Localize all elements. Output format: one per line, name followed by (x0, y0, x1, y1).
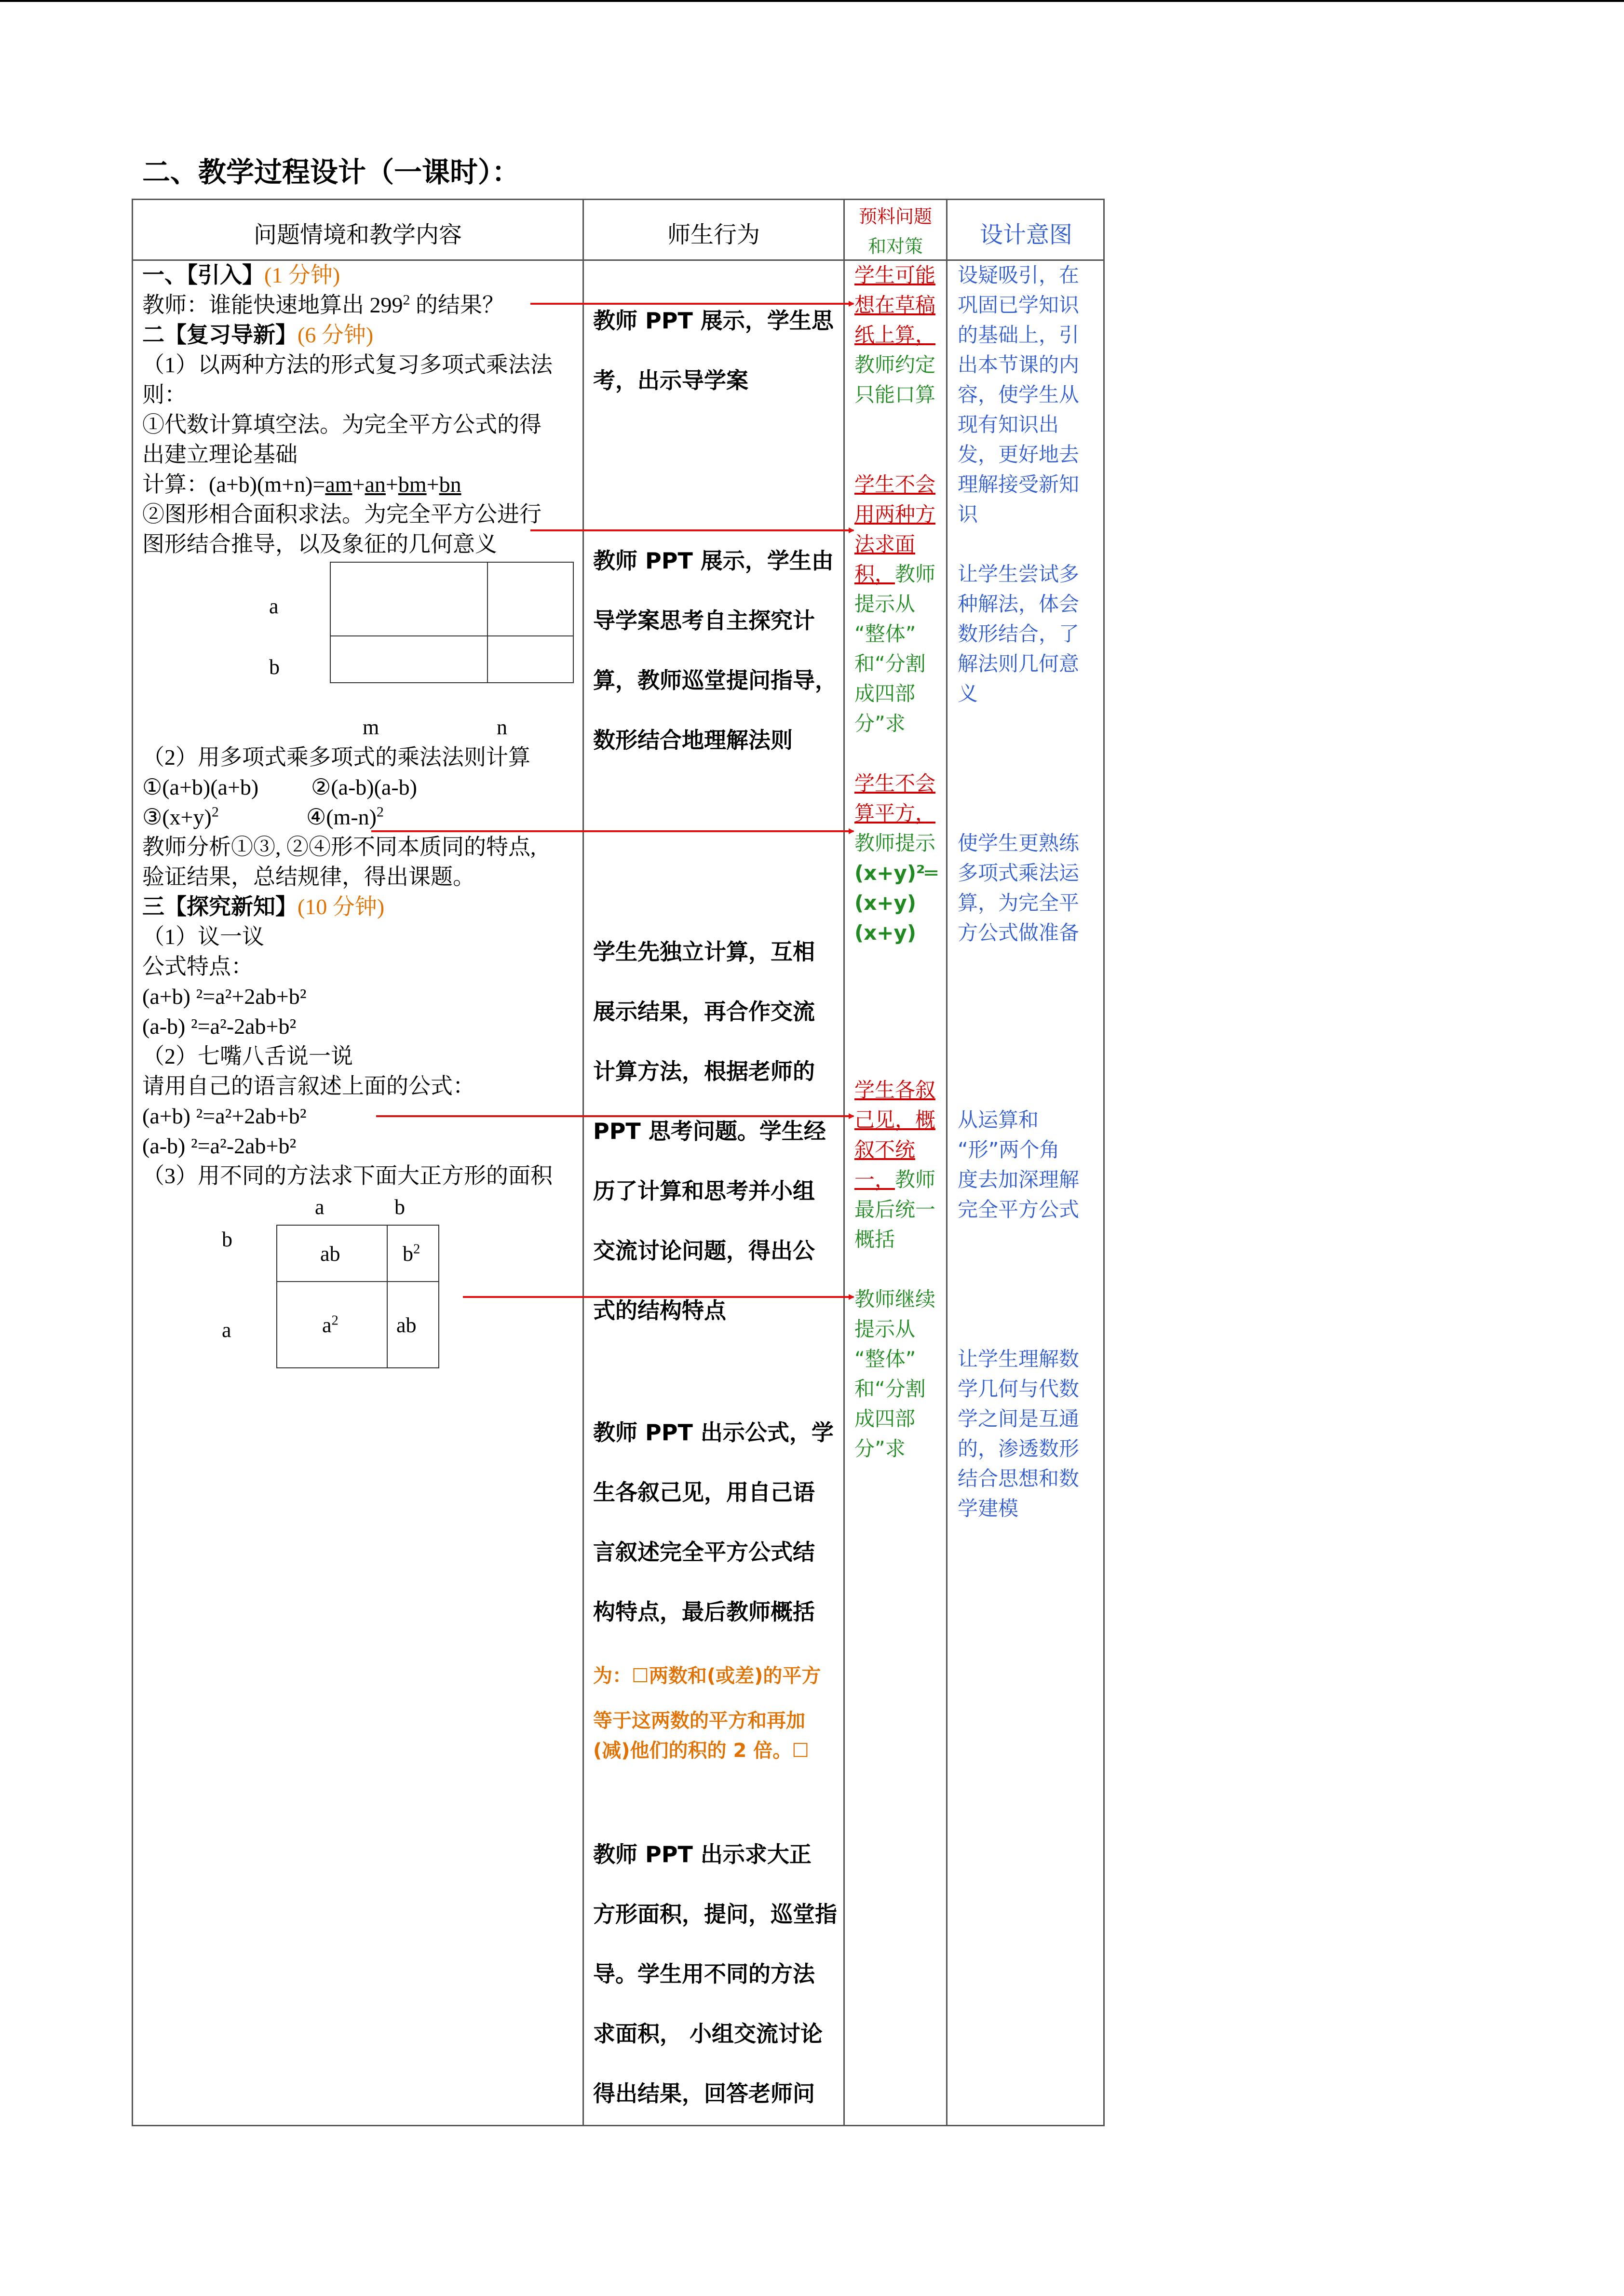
intent-line: 数形结合，了 (958, 622, 1080, 646)
calc-term: am (325, 472, 352, 497)
intent-line: 发，更好地去 (958, 443, 1080, 466)
content-line: （3）用不同的方法求下面大正方形的面积 (142, 1163, 553, 1188)
section-1-time: (1 分钟) (264, 263, 340, 287)
intent-line: 多项式乘法运 (958, 861, 1080, 885)
content-line: 图形结合推导，以及象征的几何意义 (142, 532, 497, 556)
anticipate-line: 叙不统 (854, 1138, 916, 1162)
anticipate-red-part: 一， (854, 1168, 895, 1191)
intent-line: 义 (958, 682, 978, 705)
content-line: 验证结果，总结规律，得出课题。 (142, 864, 475, 889)
figure-1-label-m: m (363, 716, 379, 739)
summary-quote-line: (减)他们的积的 2 倍。☐ (593, 1740, 810, 1762)
intent-line: 巩固已学知识 (958, 293, 1080, 317)
anticipate-line: 学生不会 (854, 473, 936, 496)
formula-line: (a+b) ²=a²+2ab+b² (142, 984, 307, 1009)
behavior-line: 生各叙己见，用自己语 (593, 1479, 815, 1505)
formula-line: (a+b) ²=a²+2ab+b² (142, 1104, 307, 1128)
anticipate-green-part: 教师 (895, 1168, 936, 1191)
anticipate-line: 教师继续 (854, 1287, 936, 1311)
anticipate-line: 分”求 (854, 1437, 906, 1460)
section-2-time: (6 分钟) (298, 323, 374, 347)
content-line: （1）议一议 (142, 924, 264, 949)
exercise-3: ③(x+y) (142, 805, 212, 829)
content-line: 公式特点： (142, 954, 253, 979)
figure-2-top-b: b (394, 1195, 405, 1219)
section-3-time: (10 分钟) (298, 894, 385, 919)
section-2-title: 二【复习导新】 (142, 323, 298, 347)
figure-2-cell-bl: $a^2$ (322, 1313, 338, 1337)
behavior-line: 求面积， 小组交流讨论 (593, 2021, 823, 2047)
page-title: 二、教学过程设计（一课时）： (142, 156, 520, 189)
formula-line: (a-b) ²=a²-2ab+b² (142, 1014, 297, 1039)
header-behavior: 师生行为 (667, 221, 760, 248)
anticipate-line: (x+y)²═ (854, 861, 937, 885)
intent-line: 种解法，体会 (958, 592, 1080, 616)
intent-line: 出本节课的内 (958, 353, 1080, 377)
intent-line: 让学生尝试多 (958, 562, 1080, 586)
content-line: （2）七嘴八舌说一说 (142, 1044, 353, 1068)
intent-line: 从运算和 (958, 1108, 1039, 1132)
intent-line: “形”两个角 (958, 1138, 1060, 1162)
behavior-line: 构特点，最后教师概括 (593, 1599, 815, 1625)
behavior-line: 得出结果，回答老师问 (593, 2080, 815, 2107)
intent-line: 解法则几何意 (958, 652, 1080, 675)
figure-1-label-n: n (497, 716, 507, 739)
intent-line: 算，为完全平 (958, 891, 1080, 915)
anticipate-line: 学生各叙 (854, 1078, 936, 1102)
behavior-line: 交流讨论问题，得出公 (593, 1238, 815, 1264)
intent-line: 的，渗透数形 (958, 1437, 1080, 1460)
section-1-title: 一、【引入】 (142, 263, 264, 287)
intent-line: 度去加深理解 (958, 1168, 1080, 1191)
figure-2-cell-br: ab (396, 1313, 417, 1337)
intent-line: 方公式做准备 (958, 921, 1080, 945)
exercise-1: ①(a+b)(a+b) (142, 775, 259, 799)
figure-1-label-b: b (269, 655, 280, 679)
behavior-line: 历了计算和思考并小组 (593, 1178, 815, 1204)
summary-quote-line: 为：☐两数和(或差)的平方 (593, 1665, 821, 1687)
calc-prefix: 计算：(a+b)(m+n)= (142, 472, 325, 497)
behavior-line: 数形结合地理解法则 (593, 727, 793, 753)
anticipate-line: 成四部 (854, 1407, 916, 1431)
behavior-line: 计算方法，根据老师的 (593, 1058, 815, 1084)
behavior-line: PPT 思考问题。学生经 (593, 1118, 826, 1144)
question-sup: 2 (403, 292, 410, 308)
anticipate-line: 只能口算 (854, 383, 936, 406)
content-line: 出建立理论基础 (142, 442, 298, 467)
header-content: 问题情境和教学内容 (253, 221, 462, 248)
behavior-line: 展示结果，再合作交流 (593, 999, 815, 1025)
anticipate-line: 用两种方 (854, 502, 936, 526)
anticipate-line: 想在草稿 (854, 293, 936, 317)
exercise-2: ②(a-b)(a-b) (311, 775, 417, 799)
question-text: 教师：谁能快速地算出 299 (142, 293, 403, 317)
anticipate-line: 分”求 (854, 712, 906, 735)
anticipate-line: “整体” (854, 1347, 916, 1371)
anticipate-line: 和“分割 (854, 1377, 926, 1401)
behavior-line: 教师 PPT 出示公式，学 (593, 1419, 834, 1445)
exercise-4-sup: 2 (376, 804, 384, 820)
intent-line: 学之间是互通 (958, 1407, 1080, 1431)
anticipate-green-part: 教师 (895, 562, 936, 586)
header-intent: 设计意图 (979, 221, 1072, 248)
anticipate-line: 己见，概 (854, 1108, 936, 1132)
section-3-title: 三【探究新知】 (142, 894, 298, 919)
anticipate-line: 成四部 (854, 682, 916, 705)
anticipate-line: 学生不会 (854, 771, 936, 795)
intent-line: 学几何与代数 (958, 1377, 1080, 1401)
behavior-line: 式的结构特点 (593, 1297, 726, 1324)
anticipate-red-part: 积， (854, 562, 895, 586)
anticipate-line: 提示从 (854, 592, 916, 616)
behavior-line: 学生先独立计算，互相 (593, 939, 815, 965)
intent-line: 让学生理解数 (958, 1347, 1080, 1371)
calc-term: an (365, 472, 386, 497)
figure-2-cell-tr: $b^2$ (403, 1242, 420, 1266)
anticipate-line: 纸上算， (854, 323, 936, 347)
anticipate-line: 概括 (854, 1228, 895, 1251)
behavior-line: 方形面积，提问，巡堂指 (593, 1901, 837, 1927)
anticipate-line: (x+y) (854, 891, 917, 915)
behavior-line: 导学案思考自主探究计 (593, 608, 815, 634)
anticipate-line: 和“分割 (854, 652, 926, 675)
header-anticipate-line-2: 和对策 (867, 236, 923, 257)
anticipate-line: 提示从 (854, 1317, 916, 1341)
exercise-4: ④(m-n) (306, 805, 377, 829)
anticipate-line: 算平方， (854, 801, 936, 825)
behavior-line: 考，出示导学案 (593, 367, 748, 393)
anticipate-line: 法求面 (854, 532, 916, 556)
intent-line: 完全平方公式 (958, 1198, 1080, 1221)
anticipate-line: 最后统一 (854, 1198, 936, 1221)
figure-2-left-a: a (222, 1318, 231, 1342)
figure-1-label-a: a (269, 594, 279, 618)
question-tail: 的结果？ (410, 293, 504, 317)
figure-2-top-a: a (315, 1195, 325, 1219)
exercise-3-sup: 2 (211, 804, 219, 820)
anticipate-line: 教师约定 (854, 353, 936, 377)
intent-line: 使学生更熟练 (958, 831, 1080, 855)
behavior-line: 言叙述完全平方公式结 (593, 1539, 815, 1565)
figure-2-left-b: b (222, 1228, 232, 1251)
behavior-line: 教师 PPT 出示求大正 (593, 1841, 812, 1867)
anticipate-line: 教师提示 (854, 831, 936, 855)
anticipate-line: (x+y) (854, 921, 917, 945)
behavior-line: 教师 PPT 展示，学生思 (593, 308, 834, 334)
intent-line: 理解接受新知 (958, 473, 1080, 496)
header-anticipate-line-1: 预料问题 (858, 206, 932, 227)
intent-line: 识 (958, 502, 978, 526)
anticipate-line: 学生可能 (854, 263, 936, 287)
formula-line: (a-b) ²=a²-2ab+b² (142, 1134, 297, 1158)
content-line: 则： (142, 382, 187, 407)
content-line: 请用自己的语言叙述上面的公式： (142, 1074, 475, 1098)
calc-term: bm (398, 472, 427, 497)
summary-quote-line: 等于这两数的平方和再加 (593, 1710, 805, 1732)
intent-line: 设疑吸引，在 (958, 263, 1080, 287)
intent-line: 现有知识出 (958, 413, 1059, 436)
calc-term: bn (439, 472, 461, 497)
behavior-line: 算，教师巡堂提问指导， (593, 667, 837, 693)
content-line: （2）用多项式乘多项式的乘法法则计算 (142, 745, 530, 770)
anticipate-line: “整体” (854, 622, 916, 646)
intent-line: 结合思想和数 (958, 1467, 1080, 1490)
intent-line: 容，使学生从 (958, 383, 1080, 406)
figure-2-cell-tl: ab (320, 1242, 340, 1266)
calc-line: 计算：(a+b)(m+n)=am+an+bm+bn (142, 472, 461, 497)
content-line: ②图形相合面积求法。为完全平方公进行 (142, 502, 541, 527)
intent-line: 学建模 (958, 1497, 1019, 1520)
content-line: ①代数计算填空法。为完全平方公式的得 (142, 412, 541, 437)
behavior-line: 导。学生用不同的方法 (593, 1961, 815, 1987)
content-line: 教师分析①③, ②④形不同本质同的特点, (142, 835, 536, 859)
content-line: （1）以两种方法的形式复习多项式乘法法 (142, 352, 553, 377)
behavior-line: 教师 PPT 展示，学生由 (593, 548, 834, 574)
intent-line: 的基础上，引 (958, 323, 1080, 347)
